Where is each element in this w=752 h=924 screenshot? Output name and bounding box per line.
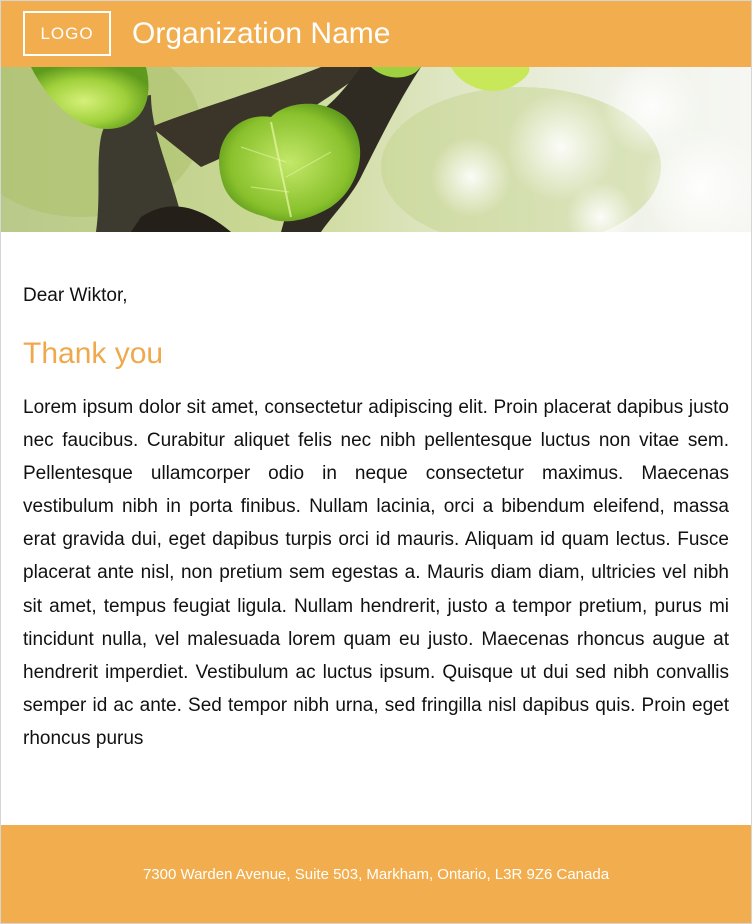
thank-you-heading: Thank you	[23, 337, 164, 370]
organization-name: Organization Name	[132, 17, 391, 50]
footer-address: 7300 Warden Avenue, Suite 503, Markham, Ontario, L3R 9Z6 Canada	[142, 865, 610, 883]
hero-image	[1, 67, 751, 232]
footer-bar	[1, 825, 751, 923]
logo-text: LOGO	[40, 23, 94, 43]
greeting: Dear Wiktor,	[23, 285, 128, 306]
letter-body: Lorem ipsum dolor sit amet, consectetur adipiscing elit. Proin placerat dapibus justo nec faucibus. Curabitur aliquet felis nec nibh pellentesque luctus non vitae sem. Pellentesque ullamcorper odio in neque consectetur maximus. Maecenas vestibulum nibh in porta finibus. Nullam lacinia, orci a bibendum eleifend, massa erat gravida dui, eget dapibus turpis orci id mauris. Aliquam id quam lectus. Fusce placerat ante nisl, non pretium sem egestas a. Mauris diam diam, ultricies vel nibh sit amet, tempus feugiat ligula. Nullam hendrerit, justo a tempor pretium, purus mi tincidunt nulla, vel malesuada lorem quam eu justo. Maecenas rhoncus augue at hendrerit imperdiet. Vestibulum ac luctus ipsum. Quisque ut dui sed nibh convallis semper id ac ante. Sed tempor nibh urna, sed fringilla nisl dapibus quis. Proin eget rhoncus purus	[23, 397, 729, 749]
logo-placeholder	[23, 11, 111, 56]
tree-branch-leaves-icon	[1, 67, 751, 232]
header-bar	[1, 1, 751, 67]
